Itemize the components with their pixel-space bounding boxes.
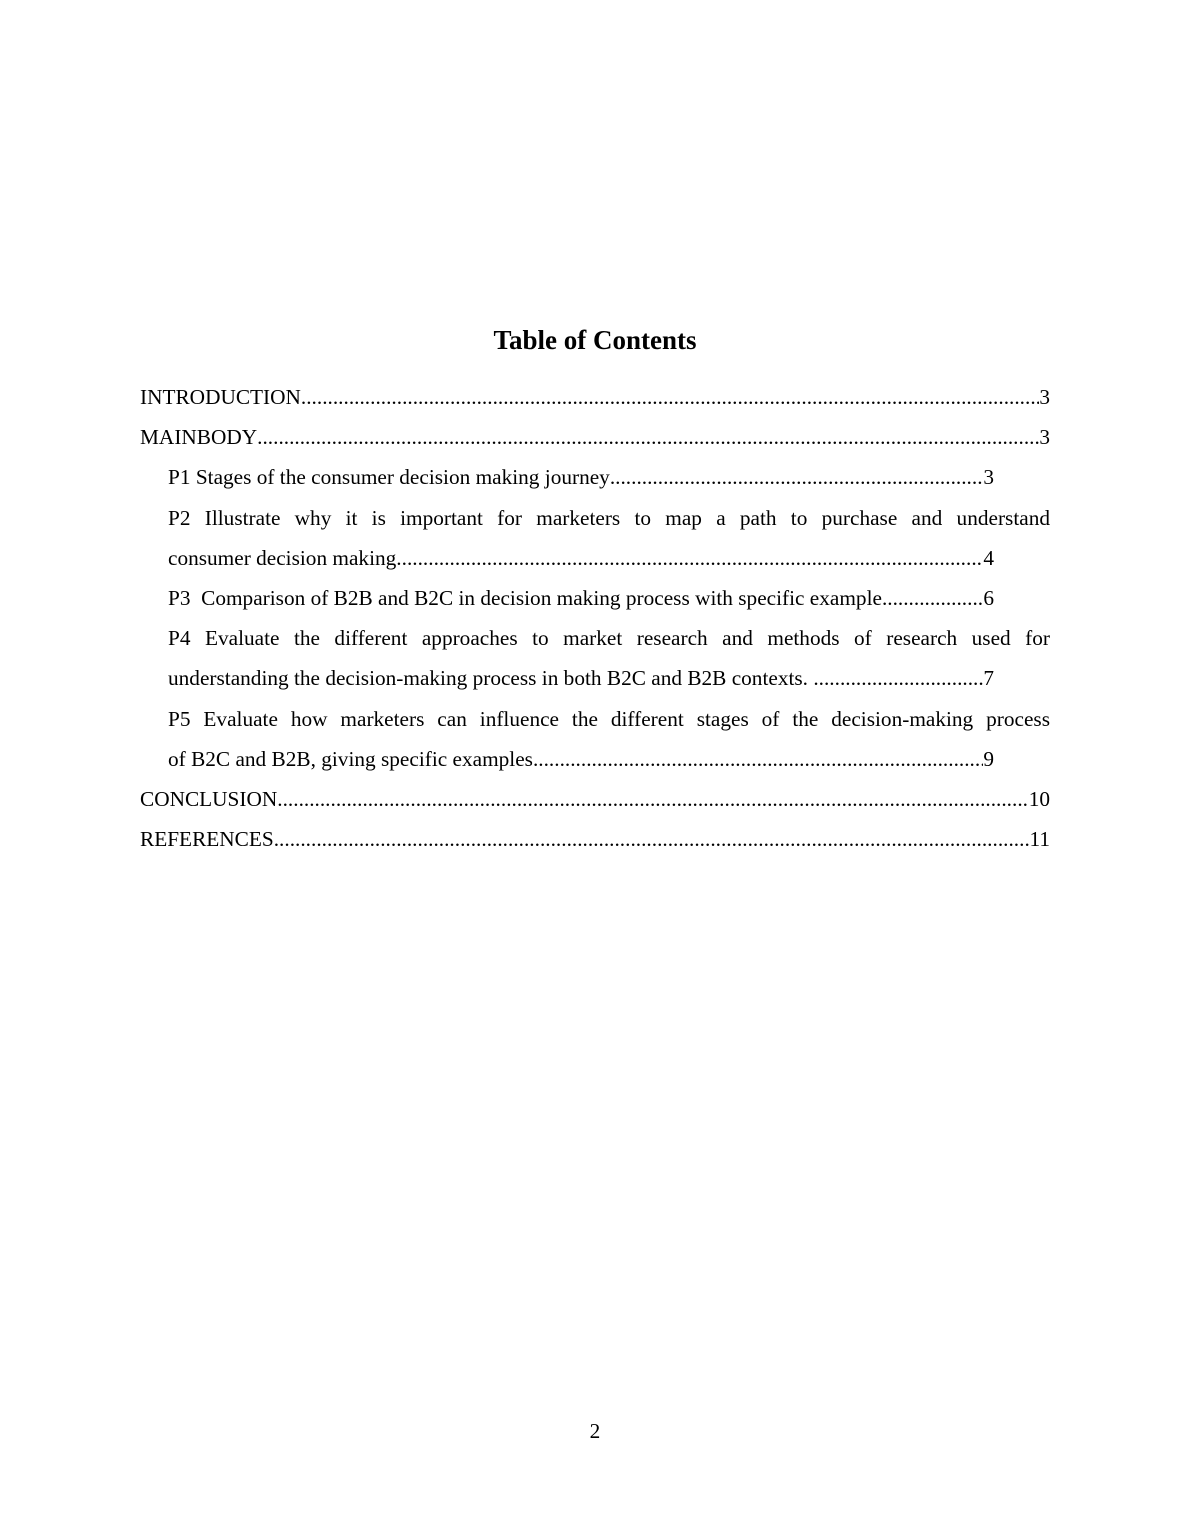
toc-entry-label-line1: P2 Illustrate why it is important for marketers to map a path to purchase and understand (168, 505, 1050, 530)
toc-entry-page: 10 (1028, 787, 1050, 812)
toc-entry-p2[interactable] (140, 498, 1050, 578)
toc-entry-references[interactable] (140, 819, 1050, 859)
leader-dots (274, 819, 1030, 859)
toc-entry-page: 3 (1039, 425, 1050, 450)
toc-entry-p1[interactable] (140, 457, 1022, 497)
toc-entry-page: 11 (1029, 827, 1050, 852)
toc-entry-introduction[interactable] (140, 377, 1050, 417)
table-of-contents (140, 377, 1050, 859)
toc-entry-label: REFERENCES (140, 827, 274, 852)
toc-entry-page: 9 (983, 746, 994, 771)
toc-entry-label-line2: of B2C and B2B, giving specific examples (168, 746, 533, 771)
toc-entry-page: 7 (983, 666, 994, 691)
toc-entry-label-line1: P5 Evaluate how marketers can influence the different stages of the decision-making process (168, 706, 1050, 731)
toc-entry-label: P1 Stages of the consumer decision making journey (168, 465, 610, 490)
toc-entry-label: MAINBODY (140, 425, 258, 450)
leader-dots (533, 739, 983, 779)
leader-dots (277, 779, 1028, 819)
toc-entry-label-line2: consumer decision making (168, 545, 397, 570)
leader-dots (882, 578, 983, 618)
toc-entry-page: 4 (983, 545, 994, 570)
toc-entry-label: CONCLUSION (140, 787, 278, 812)
leader-dots (610, 457, 984, 497)
leader-dots (396, 538, 983, 578)
toc-entry-label: INTRODUCTION (140, 385, 301, 409)
leader-dots (813, 658, 983, 698)
toc-entry-p5[interactable] (140, 699, 1050, 779)
toc-entry-page: 6 (983, 586, 994, 611)
leader-dots (301, 377, 1039, 417)
toc-entry-label-line1: P4 Evaluate the different approaches to market research and methods of research used for (168, 626, 1050, 651)
toc-entry-p4[interactable] (140, 618, 1050, 698)
leader-dots (257, 417, 1039, 457)
toc-entry-label-line2: understanding the decision-making process in both B2C and B2B contexts. (168, 666, 814, 691)
toc-entry-label: P3 Comparison of B2B and B2C in decision making process with specific example (168, 586, 882, 611)
toc-title: Table of Contents (493, 325, 697, 355)
toc-entry-conclusion[interactable] (140, 779, 1050, 819)
toc-entry-page: 3 (1039, 385, 1050, 409)
toc-entry-p3[interactable] (140, 578, 1022, 618)
toc-entry-mainbody[interactable] (140, 417, 1050, 457)
page-number: 2 (589, 1419, 601, 1443)
toc-entry-page: 3 (983, 465, 994, 490)
